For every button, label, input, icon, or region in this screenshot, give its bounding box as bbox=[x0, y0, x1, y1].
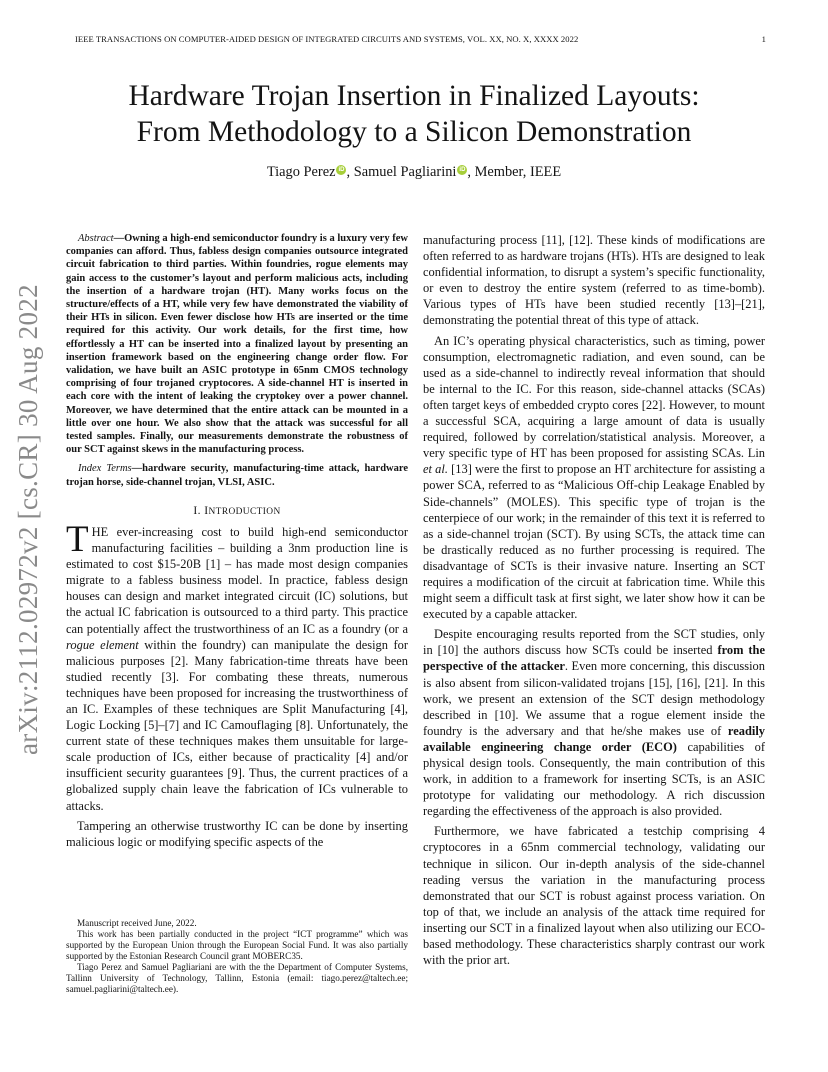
section-title-rest: NTRODUCTION bbox=[208, 506, 281, 517]
right-p3-bold-2: readily available engineering change order (ECO) bbox=[423, 723, 765, 754]
title-line-2: From Methodology to a Silicon Demonstration bbox=[136, 116, 692, 148]
author-line: Tiago Perez iD , Samuel Pagliarini iD , Member, IEEE bbox=[266, 164, 562, 180]
intro-paragraph-1 bbox=[66, 518, 409, 814]
right-p3-text-c: capabilities of physical design tools. Consequently, the main contribution of this work, in addition to a framework for inserting SCTs, is an ASIC prototype for validating our methodology. A rich discussion regarding the effectiveness of the approach is also provided. bbox=[423, 739, 766, 819]
title-line-1: Hardware Trojan Insertion in Finalized Layouts: bbox=[128, 80, 700, 112]
index-terms bbox=[66, 462, 408, 488]
section-title-initial: I bbox=[204, 503, 209, 517]
index-terms-label: Index Terms bbox=[78, 463, 132, 475]
index-terms-text: —hardware security, manufacturing-time attack, hardware trojan horse, side-channel trojan, VLSI, ASIC. bbox=[66, 463, 408, 488]
right-paragraph-1: manufacturing process [11], [12]. These kinds of modifications are often referred to as hardware trojans (HTs). HTs are designed to leak confidential information, to disrupt a system’s specific functionality, or even to destroy the entire system (referred to as time-bomb). Various types of HTs have been studied recently [13]–[21], demonstrating the potential threat of this type of attack. bbox=[423, 233, 765, 328]
right-p2-text-b: [13] were the first to propose an HT architecture for assisting a power SCA, referred to as “Malicious Off-chip Leakage Enabled by Side-channels” (MOLES). This specific type of trojan is the centerpiece of our work; in the remainder of this text it is referred to as a side-channel trojan (SCT). By using SCTs, the attack time can be drastically reduced as no further processing is required. The disadvantage of SCTs is their invasive nature. Inserting an SCT requires a modification of the circuit at fabrication time. While this might seem a difficult task at first sight, we later show how it can be executed by a capable attacker. bbox=[423, 462, 765, 622]
footnotes bbox=[66, 918, 408, 995]
abstract bbox=[66, 232, 408, 456]
right-p3-bold-1: from the perspective of the attacker bbox=[423, 643, 765, 674]
orcid-icon[interactable]: iD bbox=[338, 167, 345, 173]
paper-title bbox=[70, 78, 758, 150]
author-suffix: , Member, IEEE bbox=[467, 164, 562, 180]
running-header bbox=[75, 34, 766, 48]
arxiv-stamp: arXiv:2112.02972v2 [cs.CR] 30 Aug 2022 bbox=[13, 284, 43, 755]
orcid-icon[interactable]: iD bbox=[459, 167, 466, 173]
footnote-affiliation: Tiago Perez and Samuel Pagliariani are with the the Department of Computer Systems, Tallinn University of Technology, Tallinn, Estonia (email: tiago.perez@taltech.ee; samuel.pagliarini@taltech.ee). bbox=[66, 962, 408, 994]
author-2: Samuel Pagliarini bbox=[353, 164, 457, 180]
right-column bbox=[423, 232, 765, 968]
intro-p1-emphasis: rogue element bbox=[66, 637, 139, 652]
section-heading bbox=[66, 503, 408, 520]
abstract-text: —Owning a high-end semiconductor foundry is a luxury very few companies can afford. Thus, fabless design companies outsource integrated circuit fabrication to third parties. Within foundries, rogue elements may gain access to the customer’s layout and perform malicious acts, including the insertion of a hardware trojan (HT). Many works focus on the structure/effects of a HT, while very few have demonstrated the viability of their HTs in silicon. Even fewer disclose how HTs are inserted or the time required for this activity. Our work details, for the first time, how effortlessly a HT can be inserted into a finalized layout by presenting an insertion framework based on the engineering change order flow. For validation, we have built an ASIC prototype in 65nm CMOS technology comprising of four trojaned cryptocores. A side-channel HT is inserted in each core with the intent of leaking the cryptokey over a power channel. Moreover, we have determined that the entire attack can be mounted in a little over one hour. We also show that the attack was successful for all tested samples. Finally, our measurements demonstrate the robustness of our SCT against skews in the manufacturing process. bbox=[66, 233, 408, 456]
footnote-funding: This work has been partially conducted in the project “ICT programme” which was supported by the European Union through the European Social Fund. It was also partially supported by the Estonian Research Council grant MOBERC35. bbox=[66, 929, 408, 961]
drop-cap: T bbox=[66, 518, 89, 560]
abstract-label: Abstract bbox=[78, 233, 114, 244]
page-number: 1 bbox=[761, 34, 766, 44]
running-head-text: IEEE TRANSACTIONS ON COMPUTER-AIDED DESIGN OF INTEGRATED CIRCUITS AND SYSTEMS, VOL. XX, NO. X, XXXX 2022 bbox=[75, 34, 579, 44]
left-column bbox=[66, 232, 408, 850]
right-p3-text-a: Despite encouraging results reported from the SCT studies, only in [10] the authors discuss how SCTs could be inserted bbox=[423, 627, 765, 658]
section-number: I. bbox=[193, 503, 201, 517]
right-paragraph-4: Furthermore, we have fabricated a testchip comprising 4 cryptocores in a 65nm commercial technology, validating our technique in silicon. Our in-depth analysis of the side-channel reading versus the variation in the manufacturing process demonstrated that our SCT is robust against process variation. On top of that, we include an analysis of the attack time required for inserting our SCT in a finalized layout when also utilizing our ECO-based methodology. These characteristics sharply contrast our work with the prior art. bbox=[423, 824, 765, 968]
right-p2-text-a: An IC’s operating physical characteristics, such as timing, power consumption, electromagnetic radiation, and even sound, can be used as a side-channel to indirectly reveal information that should be internal to the IC. For this reason, side-channel attacks (SCAs) often target keys of embedded crypto cores [22]. However, to mount a successful SCA, acquiring a large amount of data is usually required, followed by correlation/statistical analysis. Moreover, a very specific type of HT has been proposed for assisting SCAs. Lin bbox=[423, 333, 765, 461]
right-p2-emphasis: et al. bbox=[423, 462, 448, 477]
right-paragraph-3 bbox=[423, 626, 765, 819]
intro-p1-text-b: within the foundry) can manipulate the design for malicious purposes [2]. Many fabrication-time threats have been studied recently [3]. For combating these threats, numerous techniques have been proposed for increasing the trustworthiness of an IC. Examples of these techniques are Split Manufacturing [4], Logic Locking [5]–[7] and IC Camouflaging [8]. Unfortunately, the current state of these techniques makes them unsuitable for large-scale production of ICs, either because of practicality [4] and/or insufficient security guarantees [9]. Thus, the current practices of a globalized supply chain leave the fabrication of ICs vulnerable to attacks. bbox=[66, 637, 409, 813]
intro-paragraph-2: Tampering an otherwise trustworthy IC can be done by inserting malicious logic or modifying specific aspects of the bbox=[66, 818, 408, 849]
author-1: Tiago Perez bbox=[266, 164, 336, 180]
intro-p1-text-a: HE ever-increasing cost to build high-end semiconductor manufacturing facilities – building a 3nm production line is estimated to cost $15-20B [1] – has made most design companies migrate to a fabless business model. In practice, fabless design houses can design and market integrated circuit (IC) solutions, but the actual IC fabrication is outsourced to a third party. This practice can potentially affect the trustworthiness of an IC as a foundry (or a bbox=[66, 524, 408, 636]
right-paragraph-2 bbox=[423, 333, 765, 623]
right-p3-text-b: . Even more concerning, this discussion is also absent from silicon-validated trojans [15], [16], [21]. In this work, we present an extension of the SCT design methodology described in [10]. We assume that a rogue element inside the foundry is the adversary and that he/she makes use of bbox=[423, 659, 765, 738]
footnote-received: Manuscript received June, 2022. bbox=[77, 918, 197, 928]
